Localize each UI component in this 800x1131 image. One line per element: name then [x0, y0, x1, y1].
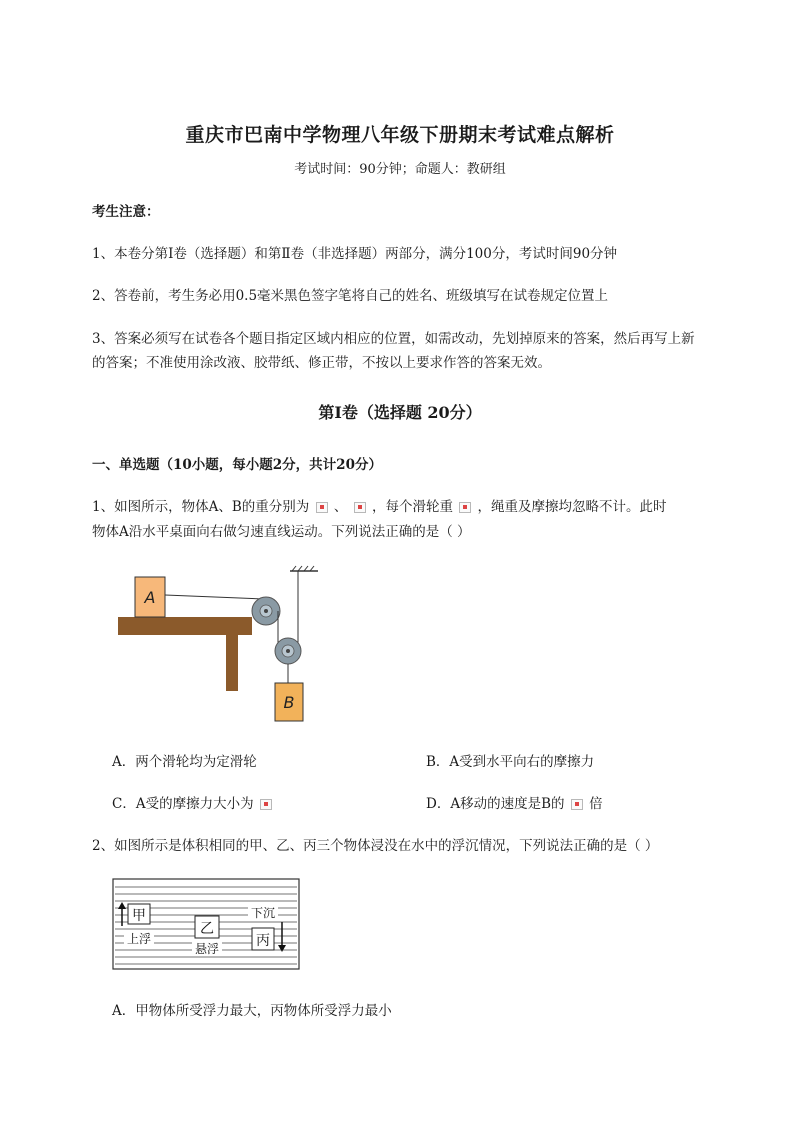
page-title: 重庆市巴南中学物理八年级下册期末考试难点解析 — [185, 124, 615, 146]
object-jia-label: 甲 — [132, 908, 146, 924]
exam-info: 考试时间：90分钟；命题人：教研组 — [294, 162, 506, 177]
q1-option-d[interactable] — [426, 792, 603, 812]
notice-heading: 考生注意： — [92, 204, 160, 220]
notice-item-3: 3、答案必须写在试卷各个题目指定区域内相应的位置，如需改动，先划掉原来的答案，然后再写上新 — [92, 331, 695, 347]
q1-stem-line2: 物体A沿水平桌面向右做匀速直线运动。下列说法正确的是（ ） — [92, 524, 471, 540]
formula-image-icon — [354, 502, 366, 513]
object-bing-label: 丙 — [256, 933, 270, 949]
block-b-label: B — [283, 693, 295, 712]
q1-option-b[interactable]: B．A受到水平向右的摩擦力 — [426, 754, 595, 770]
notice-item-3-cont: 的答案；不准使用涂改液、胶带纸、修正带，不按以上要求作答的答案无效。 — [92, 355, 551, 371]
q1-text-d: ，绳重及摩擦均忽略不计。此时 — [477, 499, 667, 515]
q1-pulley-figure — [112, 565, 332, 730]
q1-stem-line1 — [92, 495, 732, 519]
q2-stem: 2、如图所示是体积相同的甲、乙、丙三个物体浸没在水中的浮沉情况，下列说法正确的是（ ） — [92, 838, 659, 854]
q1-text-a: 1、如图所示，物体A、B的重分别为 — [92, 499, 310, 515]
q2-buoyancy-figure — [112, 878, 302, 972]
block-a-label: A — [144, 588, 156, 607]
q1-option-a[interactable]: A．两个滑轮均为定滑轮 — [112, 754, 257, 770]
q1-option-d-suffix: 倍 — [589, 796, 603, 812]
formula-image-icon — [316, 502, 328, 513]
q1-option-c-text: C．A受的摩擦力大小为 — [112, 796, 254, 812]
suspend-label: 悬浮 — [194, 942, 220, 956]
notice-item-2: 2、答卷前，考生务必用0.5毫米黑色签字笔将自己的姓名、班级填写在试卷规定位置上 — [92, 288, 609, 304]
q2-option-a[interactable]: A．甲物体所受浮力最大，丙物体所受浮力最小 — [112, 1003, 392, 1019]
sink-label: 下沉 — [250, 906, 276, 920]
formula-image-icon — [459, 502, 471, 513]
q1-text-b: 、 — [333, 499, 348, 515]
formula-image-icon — [260, 799, 272, 810]
object-yi-label: 乙 — [200, 921, 214, 937]
notice-item-1: 1、本卷分第I卷（选择题）和第Ⅱ卷（非选择题）两部分，满分100分，考试时间90分钟 — [92, 246, 618, 262]
table-top — [118, 617, 252, 635]
rope-horizontal — [165, 595, 264, 599]
formula-image-icon — [571, 799, 583, 810]
section-title: 第I卷（选择题 20分） — [318, 403, 482, 422]
table-leg — [226, 633, 238, 691]
part-heading: 一、单选题（10小题，每小题2分，共计20分） — [92, 457, 382, 473]
q1-option-d-text: D．A移动的速度是B的 — [426, 796, 565, 812]
q1-text-c: ，每个滑轮重 — [371, 499, 453, 515]
up-label: 上浮 — [126, 932, 152, 946]
q1-option-c[interactable] — [112, 792, 274, 812]
